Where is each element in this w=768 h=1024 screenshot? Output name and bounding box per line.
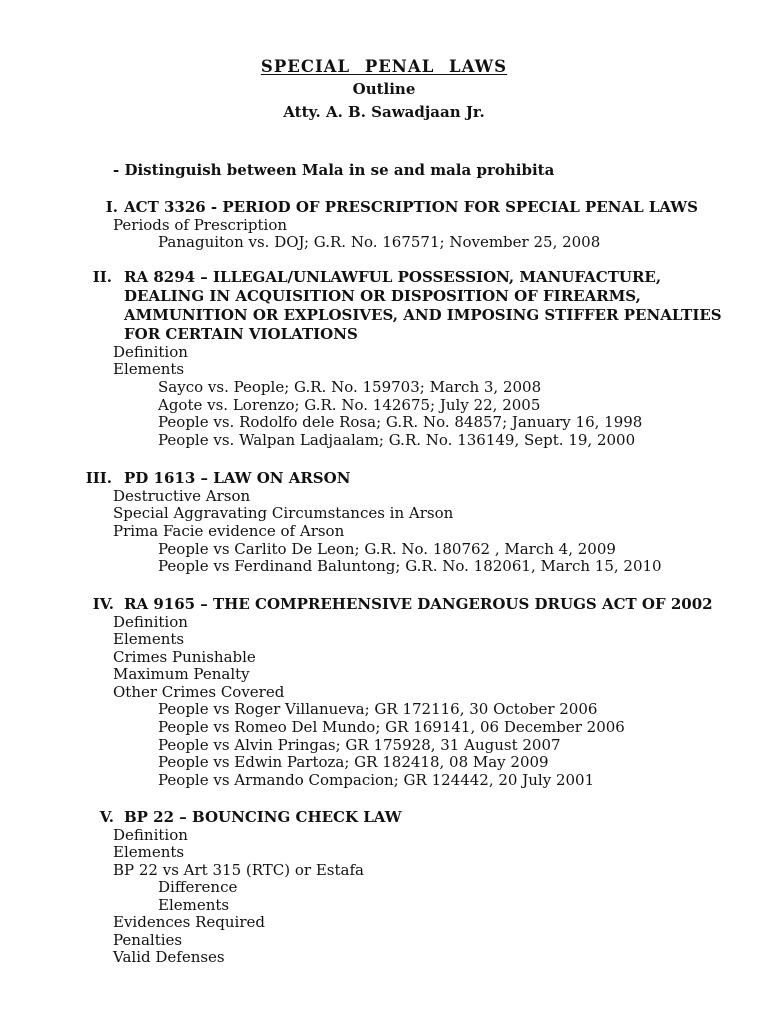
outline-item: Evidences Required xyxy=(113,913,265,931)
outline-item: Definition xyxy=(113,343,188,361)
document-author: Atty. A. B. Sawadjaan Jr. xyxy=(283,103,485,121)
case-citation: People vs Roger Villanueva; GR 172116, 30 October 2006 xyxy=(158,700,598,718)
intro-line: - Distinguish between Mala in se and mala prohibita xyxy=(113,161,555,179)
case-citation: Agote vs. Lorenzo; G.R. No. 142675; July 22, 2005 xyxy=(158,396,541,414)
section-heading: FOR CERTAIN VIOLATIONS xyxy=(124,325,358,343)
section-heading: PD 1613 – LAW ON ARSON xyxy=(124,469,351,487)
outline-item: BP 22 vs Art 315 (RTC) or Estafa xyxy=(113,861,364,879)
outline-subitem: Difference xyxy=(158,878,238,896)
section-numeral: V. xyxy=(99,808,114,826)
outline-item: Elements xyxy=(113,630,185,648)
case-citation: People vs Carlito De Leon; G.R. No. 180762 , March 4, 2009 xyxy=(158,540,616,558)
case-citation: People vs Romeo Del Mundo; GR 169141, 06 December 2006 xyxy=(158,718,625,736)
outline-item: Penalties xyxy=(113,931,183,949)
case-citation: People vs Edwin Partoza; GR 182418, 08 May 2009 xyxy=(158,753,549,771)
section-heading: RA 9165 – THE COMPREHENSIVE DANGEROUS DRUGS ACT OF 2002 xyxy=(124,595,713,613)
outline-item: Definition xyxy=(113,613,188,631)
section-numeral: IV. xyxy=(92,595,114,613)
section-numeral: III. xyxy=(85,469,112,487)
case-citation: People vs Armando Compacion; GR 124442, 20 July 2001 xyxy=(158,771,595,789)
document-title: SPECIAL PENAL LAWS xyxy=(260,57,508,76)
section-heading: AMMUNITION OR EXPLOSIVES, AND IMPOSING STIFFER PENALTIES xyxy=(124,306,722,324)
outline-item: Prima Facie evidence of Arson xyxy=(113,522,345,540)
outline-item: Special Aggravating Circumstances in Arson xyxy=(113,504,454,522)
case-citation: People vs Ferdinand Baluntong; G.R. No. 182061, March 15, 2010 xyxy=(158,557,662,575)
case-citation: People vs Alvin Pringas; GR 175928, 31 August 2007 xyxy=(158,736,561,754)
section-numeral: II. xyxy=(92,268,112,286)
section-heading: ACT 3326 - PERIOD OF PRESCRIPTION FOR SPECIAL PENAL LAWS xyxy=(124,198,698,216)
section-heading: BP 22 – BOUNCING CHECK LAW xyxy=(124,808,402,826)
case-citation: People vs. Walpan Ladjaalam; G.R. No. 136149, Sept. 19, 2000 xyxy=(158,431,636,449)
outline-item: Periods of Prescription xyxy=(113,216,288,234)
section-heading: RA 8294 – ILLEGAL/UNLAWFUL POSSESSION, MANUFACTURE, xyxy=(124,268,662,286)
case-citation: Panaguiton vs. DOJ; G.R. No. 167571; November 25, 2008 xyxy=(158,233,601,251)
outline-item: Definition xyxy=(113,826,188,844)
outline-item: Destructive Arson xyxy=(113,487,251,505)
outline-subitem: Elements xyxy=(158,896,230,914)
outline-item: Elements xyxy=(113,360,185,378)
outline-item: Elements xyxy=(113,843,185,861)
section-heading: DEALING IN ACQUISITION OR DISPOSITION OF FIREARMS, xyxy=(124,287,641,305)
case-citation: People vs. Rodolfo dele Rosa; G.R. No. 84857; January 16, 1998 xyxy=(158,413,643,431)
document-subtitle: Outline xyxy=(352,80,416,98)
outline-item: Other Crimes Covered xyxy=(113,683,285,701)
outline-item: Crimes Punishable xyxy=(113,648,256,666)
case-citation: Sayco vs. People; G.R. No. 159703; March 3, 2008 xyxy=(158,378,542,396)
outline-item: Valid Defenses xyxy=(113,948,225,966)
outline-item: Maximum Penalty xyxy=(113,665,250,683)
section-numeral: I. xyxy=(105,198,118,216)
